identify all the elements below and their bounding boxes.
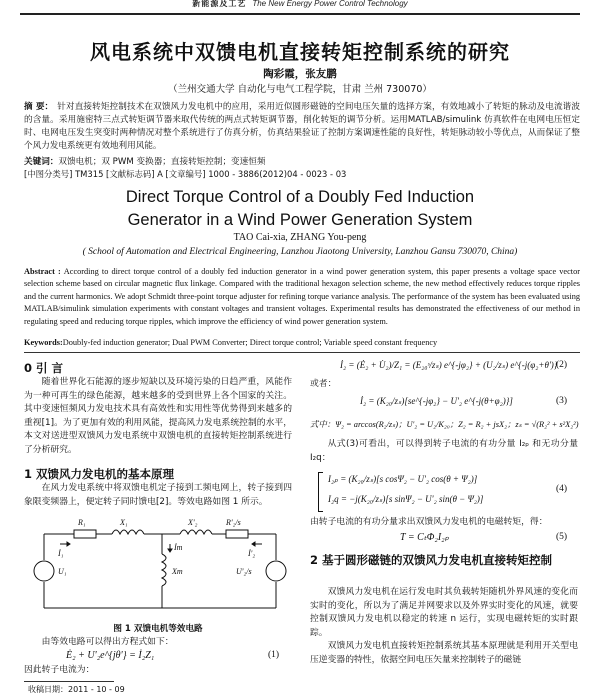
keywords-cn-text: 双馈电机；双 PWM 变换器；直接转矩控制；变速恒频 xyxy=(58,157,266,167)
section2-heading: 2 基于圆形磁链的双馈风力发电机直接转矩控制 xyxy=(310,553,553,567)
equation-4a: I₂ₚ = (K₂₀/zₛ)[s cosΨ₂ − U'₂ cos(θ + Ψ₂)] xyxy=(328,474,478,484)
section1-paragraph: 在风力发电系统中将双馈电机定子接到工频电网上，转子接到四象限变频器上，便定转子同时馈电[2]。等效电路如图 1 所示。 xyxy=(24,483,292,507)
after-figure-line2: 因此转子电流为： xyxy=(24,665,95,675)
equation-5: T = CₜΦ₂I₂ₚ xyxy=(400,532,449,543)
label-r1: R₁ xyxy=(78,518,86,527)
classification-cn: [中图分类号] TM315 [文献标志码] A [文章编号] 1000 - 3886(2012)04 - 0023 - 03 xyxy=(24,169,347,179)
footnote-rule xyxy=(24,681,114,682)
journal-name-en: The New Energy Power Control Technology xyxy=(252,0,408,8)
where-definitions: 式中：Ψ₂ = arccos(R₂/zₛ)；U'₂ = U₂/K₂₀；Z₂ = R₂ + jsX₂；zₛ = √(R₂² + s²X₂²) xyxy=(310,420,579,429)
equation-1: Ė₂ + U'₂e^{jθ'} = İ₂Z₁ xyxy=(66,650,155,661)
section2-paragraph2: 双馈风力发电机直接转矩控制系统其基本原理就是利用开关型电压逆变器的特性，依据空间电压矢量来控制转子的磁链 xyxy=(310,641,578,665)
section1-heading: 1 双馈风力发电机的基本原理 xyxy=(24,467,175,481)
para-active-reactive-text: 从式(3)可看出，可以得到转子电流的有功分量 I₂ₚ 和无功分量 I₂q： xyxy=(310,439,578,463)
paper-title-cn: 风电系统中双馈电机直接转矩控制系统的研究 xyxy=(90,40,510,64)
section0-heading: 0 引 言 xyxy=(24,361,64,375)
or-text: 或者： xyxy=(310,379,337,389)
label-x1: X₁ xyxy=(120,518,128,527)
label-u2: U'₂/s xyxy=(236,567,252,576)
affiliation-cn: （兰州交通大学 自动化与电气工程学院，甘肃 兰州 730070） xyxy=(168,84,432,95)
label-xm: Xm xyxy=(172,567,183,576)
received-date: 收稿日期：2011 - 10 - 09 xyxy=(28,685,125,694)
title-en-line2: Generator in a Wind Power Generation System xyxy=(127,211,473,229)
journal-header xyxy=(0,0,600,16)
section2-paragraph1: 双馈风力发电机在运行发电时其负载转矩随机外界风速的变化而实时的变化，所以为了满足并网要求以及外界实时变化的风速，就要控制双馈风力发电机以稳定的转速 n 运行，实现电磁转矩的实时跟踪。 xyxy=(310,587,578,638)
para-active-reactive xyxy=(310,438,578,465)
label-i2: İ'₂ xyxy=(248,549,256,558)
brace xyxy=(318,472,323,512)
section0-body xyxy=(24,376,292,458)
keywords-cn-label: 关键词： xyxy=(24,157,59,167)
para-torque xyxy=(310,516,578,530)
abstract-cn xyxy=(24,101,580,153)
abstract-cn-label: 摘 要： xyxy=(24,102,54,112)
keywords-en-label: Keywords: xyxy=(24,338,63,347)
abstract-en-text: According to direct torque control of a doubly fed induction generator in a wind power generation system, this paper presents a voltage space vector selection scheme based on circular magnetic flux linkage. Compared with the traditional hexagon selection scheme, the new method effectively reduces torque ripples and the current harmonics. We adopt Schmidt three-point torque adjuster for refining torque variance analysis. The performance of the system has been evaluated using MATLAB/simulink simulation experiments with constant voltages and transient voltages. Experimental results has demonstrated the effectiveness of our method in regulating speed and reducing torque ripples, which improve the efficiency of wind power generation system. xyxy=(24,267,580,326)
after-figure-line1 xyxy=(24,636,292,650)
paper-title-en xyxy=(0,186,600,232)
label-im: İm xyxy=(174,543,183,552)
keywords-en-text: Doubly-fed induction generator; Dual PWM Converter; Direct torque control; Variable speed constant frequency xyxy=(62,338,438,347)
abstract-en xyxy=(24,266,580,328)
abstract-cn-text: 针对直接转矩控制技术在双馈风力发电机中的应用，采用近似圆形磁链的空间电压矢量的选择方案，有效地减小了转矩的脉动及电流谐波的含量。采用施密特三点式转矩调节器来取代传统的两点式转矩调节器，削化转矩的调节分析。运用MATLAB/simulink 仿真软件在电网电压恒定时、电网电压发生突变时两种情况对整个系统进行了仿真分析，仿真结果验证了控制方案调速性能的良好性，转矩脉动较小等优点，从而保证了整个风力发电系统更有效地利用风能。 xyxy=(24,102,580,151)
keywords-cn xyxy=(24,155,580,167)
equation-3-number: (3) xyxy=(556,396,568,406)
journal-name xyxy=(0,0,600,9)
equation-4-number: (4) xyxy=(556,484,568,494)
inductor-xm xyxy=(162,554,166,586)
section1-body xyxy=(24,482,292,509)
after-figure-line1-text: 由等效电路可以得出方程式如下： xyxy=(41,637,174,647)
equation-5-number: (5) xyxy=(556,532,568,542)
authors-cn: 陶彩霞，张友鹏 xyxy=(263,68,337,80)
label-u1: U₁ xyxy=(58,567,67,576)
keywords-en xyxy=(24,338,580,347)
equation-4b: I₂q = −j(K₂₀/zₛ)[s sinΨ₂ − U'₂ sin(θ − Ψ₂)] xyxy=(328,494,484,504)
title-en-line1: Direct Torque Control of a Doubly Fed Induction xyxy=(125,188,475,206)
authors-en: TAO Cai-xia, ZHANG You-peng xyxy=(233,232,367,243)
label-i1: İ₁ xyxy=(58,549,64,558)
affiliation-en: ( School of Automation and Electrical Engineering, Lanzhou Jiaotong University, Lanzhou Gansu 730070, China) xyxy=(82,247,518,257)
label-x2: X'₂ xyxy=(188,518,198,527)
journal-name-cn: 新能源及工艺 xyxy=(192,0,247,8)
resistor-r2 xyxy=(226,530,248,538)
figure1-caption: 图 1 双馈电机等效电路 xyxy=(113,624,203,634)
equivalent-circuit-figure xyxy=(30,514,292,620)
equation-3: İ₂ = (K₂₀/zₛ)[se^{-jφ₂} − U'₂ e^{-j(θ+φ₂)}] xyxy=(360,396,513,406)
label-r2: R'₂/s xyxy=(226,518,241,527)
section2-body xyxy=(310,586,578,668)
abstract-rule xyxy=(24,352,580,353)
header-rule xyxy=(20,13,580,15)
inductor-x1 xyxy=(112,530,144,534)
para-torque-text: 由转子电流的有功分量求出双馈风力发电机的电磁转矩，得： xyxy=(310,517,548,527)
resistor-r1 xyxy=(74,530,96,538)
equation-2: İ₂ = (Ė₂ + U̇₂)/Z₁ = (E₂₀ˢ/zₛ) e^{-jφ₂} + (U₂/zₛ) e^{-j(φ₂+θ')} xyxy=(340,360,558,370)
equation-2-number: (2) xyxy=(556,360,568,370)
inductor-x2 xyxy=(180,530,212,534)
section0-paragraph: 随着世界化石能源的逐步短缺以及环境污染的日趋严重，风能作为一种可再生的绿色能源，越来越多的受到世界上各个国家的关注。其中变速恒频风力发电技术具有高效性和实用性等优势得到来越多的重视[1]。为了更加有效的利用风能，提高风力发电系统控制的水平，本文对送进型双馈风力发电系统中双馈电机的直接转矩控制系统进行了分析研究。 xyxy=(24,377,292,455)
abstract-en-label: Abstract : xyxy=(24,267,61,276)
equation-1-number: (1) xyxy=(268,650,280,660)
